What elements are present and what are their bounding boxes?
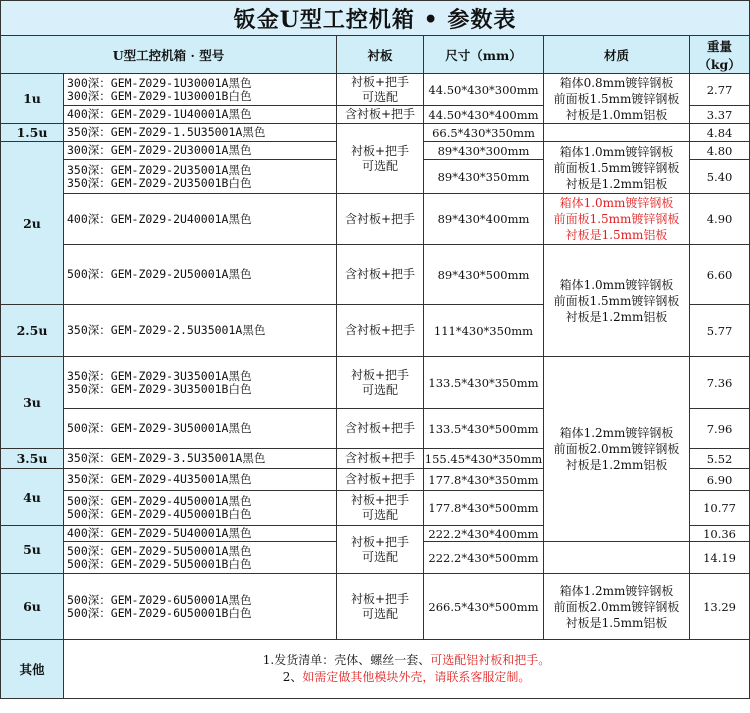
size-cell: 66.5*430*350mm	[424, 124, 544, 142]
model-name: 300深：GEM-Z029-1U30001B白色	[67, 88, 252, 103]
size-cell: 133.5*430*350mm	[424, 357, 544, 409]
material-text: 箱体1.2mm镀锌钢板	[559, 583, 674, 598]
header-row	[1, 36, 750, 74]
liner-text: 衬板+把手	[350, 74, 410, 89]
size-cell: 266.5*430*500mm	[424, 574, 544, 640]
model-name: 500深：GEM-Z029-5U50001B白色	[67, 556, 252, 571]
model-cell	[64, 542, 337, 574]
size-cell: 44.50*430*300mm	[424, 74, 544, 106]
model-name: 350深：GEM-Z029-3U35001A黑色	[67, 368, 252, 383]
size-cell: 222.2*430*500mm	[424, 542, 544, 574]
liner-cell	[337, 574, 424, 640]
size-cell: 89*430*500mm	[424, 245, 544, 305]
weight-cell: 5.77	[690, 305, 750, 357]
material-text: 衬板是1.2mm铝板	[565, 458, 668, 472]
model-name: 500深：GEM-Z029-2U50001A黑色	[64, 245, 337, 305]
size-cell: 222.2*430*400mm	[424, 526, 544, 542]
liner-text: 可选配	[361, 508, 398, 522]
group-label-3u: 3u	[1, 357, 64, 449]
model-cell	[64, 574, 337, 640]
weight-cell: 6.60	[690, 245, 750, 305]
liner-cell: 含衬板+把手	[337, 409, 424, 449]
model-name: 350深：GEM-Z029-4U35001A黑色	[64, 469, 337, 491]
weight-cell: 10.77	[690, 491, 750, 526]
weight-cell: 5.52	[690, 449, 750, 469]
material-text: 箱体1.0mm镀锌钢板	[559, 196, 674, 210]
material-cell-empty	[544, 542, 690, 574]
model-cell	[64, 74, 337, 106]
model-name: 350深：GEM-Z029-2U35001B白色	[67, 175, 252, 190]
page-title: 钣金U型工控机箱 • 参数表	[1, 1, 750, 36]
size-cell: 133.5*430*500mm	[424, 409, 544, 449]
header-weight	[690, 36, 750, 74]
note-1-highlight: 可选配铝衬板和把手。	[430, 653, 551, 667]
weight-cell: 10.36	[690, 526, 750, 542]
material-text: 前面板1.5mm镀锌钢板	[553, 212, 680, 226]
table-row	[1, 194, 750, 245]
material-cell	[544, 74, 690, 124]
size-cell: 89*430*350mm	[424, 160, 544, 194]
material-text: 衬板是1.5mm铝板	[565, 615, 668, 630]
liner-cell: 含衬板+把手	[337, 305, 424, 357]
liner-text: 可选配	[361, 606, 398, 621]
table-row	[1, 245, 750, 305]
weight-cell: 4.80	[690, 142, 750, 160]
model-name: 500深：GEM-Z029-6U50001B白色	[67, 605, 252, 620]
material-cell	[544, 357, 690, 542]
note-1-text: 1.发货清单：壳体、螺丝一套、	[262, 653, 431, 667]
liner-text: 衬板+把手	[350, 534, 410, 549]
liner-text: 可选配	[361, 549, 398, 564]
material-text: 前面板1.5mm镀锌钢板	[553, 293, 680, 308]
model-name: 500深：GEM-Z029-4U50001B白色	[67, 507, 252, 521]
model-name: 500深：GEM-Z029-5U50001A黑色	[67, 543, 252, 558]
size-cell: 177.8*430*350mm	[424, 469, 544, 491]
model-name: 350深：GEM-Z029-2.5U35001A黑色	[64, 305, 337, 357]
material-text: 衬板是1.2mm铝板	[565, 309, 668, 324]
size-cell: 89*430*400mm	[424, 194, 544, 245]
footer-row	[1, 640, 750, 699]
model-name: 400深：GEM-Z029-5U40001A黑色	[64, 526, 337, 542]
model-name: 300深：GEM-Z029-1U30001A黑色	[67, 75, 252, 90]
model-name: 400深：GEM-Z029-1U40001A黑色	[64, 106, 337, 124]
liner-cell	[337, 357, 424, 409]
liner-cell: 含衬板+把手	[337, 194, 424, 245]
header-material: 材质	[544, 36, 690, 74]
header-liner: 衬板	[337, 36, 424, 74]
group-label-other: 其他	[1, 640, 64, 699]
header-model: U型工控机箱 · 型号	[1, 36, 337, 74]
material-text: 前面板1.5mm镀锌钢板	[553, 91, 680, 106]
model-name: 500深：GEM-Z029-4U50001A黑色	[67, 494, 252, 508]
header-weight-label: 重量	[707, 38, 733, 54]
weight-cell: 3.37	[690, 106, 750, 124]
liner-text: 衬板+把手	[350, 493, 410, 507]
liner-cell	[337, 124, 424, 194]
size-cell: 155.45*430*350mm	[424, 449, 544, 469]
note-2-highlight: 如需定做其他模块外壳，请联系客服定制。	[302, 670, 531, 684]
liner-cell	[337, 526, 424, 574]
material-text: 箱体1.0mm镀锌钢板	[559, 277, 674, 292]
liner-cell: 含衬板+把手	[337, 245, 424, 305]
model-name: 350深：GEM-Z029-1.5U35001A黑色	[64, 124, 337, 142]
weight-cell: 4.90	[690, 194, 750, 245]
model-name: 500深：GEM-Z029-3U50001A黑色	[64, 409, 337, 449]
material-cell	[544, 574, 690, 640]
group-label-2-5u: 2.5u	[1, 305, 64, 357]
weight-cell: 6.90	[690, 469, 750, 491]
group-label-4u: 4u	[1, 469, 64, 526]
liner-cell	[337, 74, 424, 106]
table-row	[1, 574, 750, 640]
material-text: 箱体0.8mm镀锌钢板	[559, 75, 674, 90]
group-label-1-5u: 1.5u	[1, 124, 64, 142]
size-cell: 44.50*430*400mm	[424, 106, 544, 124]
note-line-2	[64, 669, 749, 686]
weight-cell: 5.40	[690, 160, 750, 194]
liner-text: 衬板+把手	[350, 143, 410, 158]
model-name: 350深：GEM-Z029-3U35001B白色	[67, 381, 252, 396]
liner-text: 可选配	[361, 158, 398, 173]
liner-cell: 含衬板+把手	[337, 106, 424, 124]
group-label-1u: 1u	[1, 74, 64, 124]
liner-text: 可选配	[361, 89, 398, 104]
model-name: 300深：GEM-Z029-2U30001A黑色	[64, 142, 337, 160]
liner-cell	[337, 491, 424, 526]
material-cell-highlight	[544, 194, 690, 245]
liner-cell: 含衬板+把手	[337, 449, 424, 469]
note-2-text: 2、	[282, 670, 303, 684]
model-name: 350深：GEM-Z029-2U35001A黑色	[67, 162, 252, 177]
size-cell: 89*430*300mm	[424, 142, 544, 160]
model-name: 400深：GEM-Z029-2U40001A黑色	[64, 194, 337, 245]
weight-cell: 2.77	[690, 74, 750, 106]
material-text: 衬板是1.5mm铝板	[565, 228, 668, 242]
weight-cell: 4.84	[690, 124, 750, 142]
liner-text: 衬板+把手	[350, 591, 410, 606]
material-cell	[544, 142, 690, 194]
group-label-2u: 2u	[1, 142, 64, 305]
note-line-1	[64, 652, 749, 669]
weight-cell: 7.96	[690, 409, 750, 449]
material-text: 前面板2.0mm镀锌钢板	[553, 599, 680, 614]
model-name: 350深：GEM-Z029-3.5U35001A黑色	[64, 449, 337, 469]
size-cell: 111*430*350mm	[424, 305, 544, 357]
table-row	[1, 124, 750, 142]
liner-text: 可选配	[361, 382, 398, 397]
liner-cell: 含衬板+把手	[337, 469, 424, 491]
material-text: 箱体1.0mm镀锌钢板	[559, 144, 674, 159]
model-cell	[64, 160, 337, 194]
material-text: 衬板是1.0mm铝板	[565, 107, 668, 122]
header-weight-unit: （kg）	[698, 56, 741, 72]
material-text: 衬板是1.2mm铝板	[565, 176, 668, 191]
model-name: 500深：GEM-Z029-6U50001A黑色	[67, 592, 252, 607]
size-cell: 177.8*430*500mm	[424, 491, 544, 526]
group-label-6u: 6u	[1, 574, 64, 640]
material-cell-empty	[544, 124, 690, 142]
liner-text: 衬板+把手	[350, 367, 410, 382]
material-text: 前面板2.0mm镀锌钢板	[553, 442, 680, 456]
header-size: 尺寸（mm）	[424, 36, 544, 74]
table-row	[1, 74, 750, 106]
group-label-5u: 5u	[1, 526, 64, 574]
material-text: 前面板1.5mm镀锌钢板	[553, 160, 680, 175]
table-row	[1, 357, 750, 409]
group-label-3-5u: 3.5u	[1, 449, 64, 469]
material-text: 箱体1.2mm镀锌钢板	[559, 426, 674, 440]
weight-cell: 7.36	[690, 357, 750, 409]
weight-cell: 14.19	[690, 542, 750, 574]
footer-notes	[64, 640, 750, 699]
material-cell	[544, 245, 690, 357]
model-cell	[64, 491, 337, 526]
model-cell	[64, 357, 337, 409]
weight-cell: 13.29	[690, 574, 750, 640]
